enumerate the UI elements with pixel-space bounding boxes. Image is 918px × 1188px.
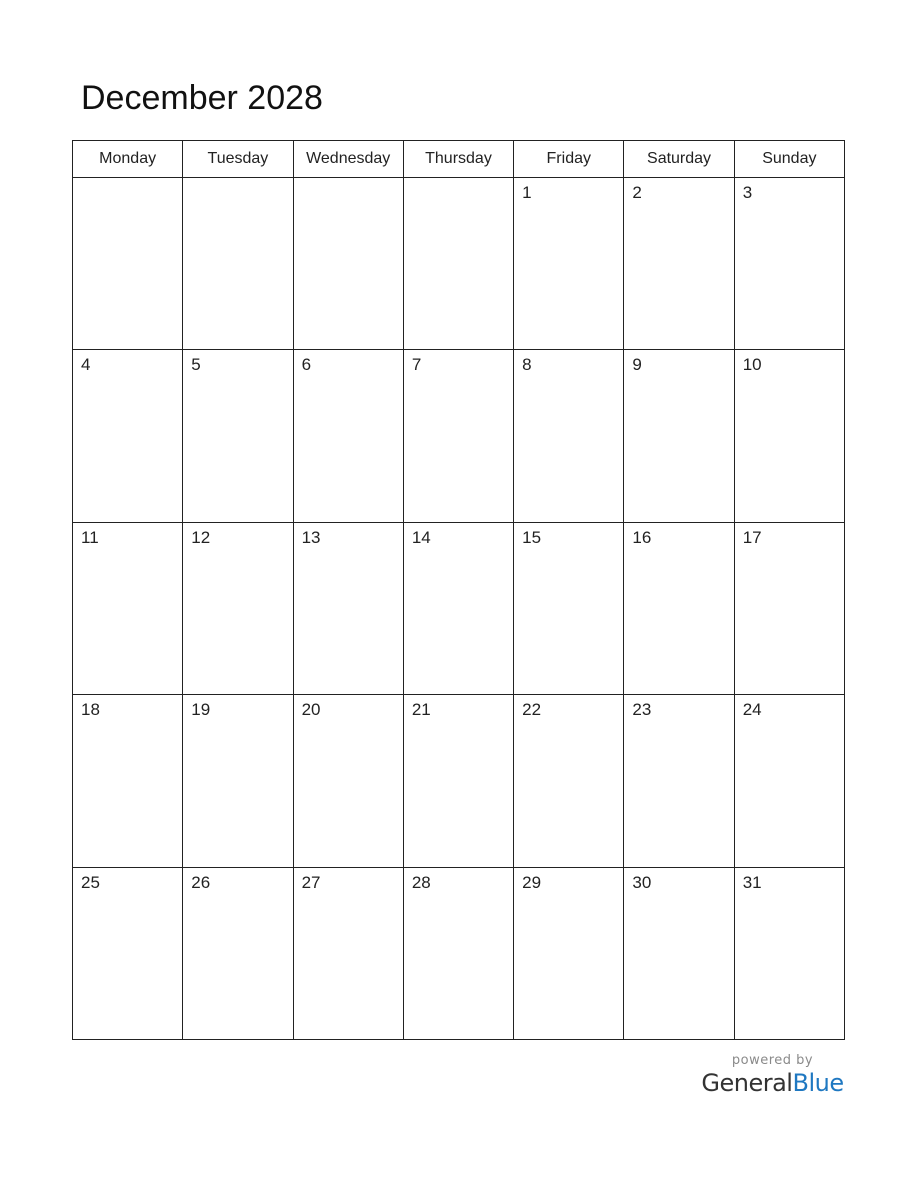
day-number: 7	[411, 355, 422, 375]
day-number: 14	[411, 527, 431, 547]
day-number: 24	[742, 700, 762, 720]
day-cell	[183, 522, 293, 694]
day-cell	[293, 867, 403, 1039]
day-number: 4	[81, 355, 91, 375]
day-number: 10	[742, 355, 762, 375]
day-number: 17	[742, 527, 762, 547]
day-number: 30	[632, 872, 652, 892]
day-number	[294, 178, 403, 183]
weekday-header: Friday	[514, 141, 624, 178]
day-number: 13	[301, 527, 321, 547]
day-cell	[734, 178, 844, 350]
day-number: 27	[301, 872, 321, 892]
day-cell	[514, 350, 624, 522]
day-number: 8	[522, 355, 532, 375]
day-number	[183, 178, 292, 183]
brand-name-part2: Blue	[792, 1069, 844, 1097]
day-number: 31	[742, 872, 762, 892]
day-number: 9	[632, 355, 642, 375]
day-cell	[734, 867, 844, 1039]
weekday-header: Sunday	[734, 141, 844, 178]
day-cell	[73, 522, 183, 694]
day-number	[73, 178, 182, 183]
weekday-header: Thursday	[403, 141, 513, 178]
week-row	[73, 867, 845, 1039]
day-number: 25	[81, 872, 100, 892]
brand-name-part1: General	[701, 1069, 793, 1097]
weekday-header: Monday	[73, 141, 183, 178]
day-cell	[514, 695, 624, 867]
day-number: 5	[191, 355, 201, 375]
footer-branding[interactable]	[700, 1053, 845, 1097]
weekday-header: Saturday	[624, 141, 734, 178]
day-cell	[624, 350, 734, 522]
weekday-header-row	[73, 141, 845, 178]
day-cell	[514, 867, 624, 1039]
day-cell	[293, 522, 403, 694]
day-cell	[73, 695, 183, 867]
week-row	[73, 350, 845, 522]
day-cell	[624, 178, 734, 350]
day-cell	[624, 522, 734, 694]
calendar-grid	[72, 140, 845, 1040]
day-number: 20	[301, 700, 321, 720]
day-cell	[403, 350, 513, 522]
day-cell	[734, 522, 844, 694]
day-number: 2	[632, 183, 642, 202]
week-row	[73, 178, 845, 350]
day-number: 16	[632, 527, 652, 547]
day-cell	[734, 695, 844, 867]
page-title: December 2028	[81, 79, 323, 117]
day-number	[404, 178, 513, 183]
day-cell	[73, 350, 183, 522]
day-cell	[73, 867, 183, 1039]
weekday-header: Tuesday	[183, 141, 293, 178]
week-row	[73, 695, 845, 867]
week-row	[73, 522, 845, 694]
day-cell	[403, 522, 513, 694]
day-number: 23	[632, 700, 652, 720]
day-number: 26	[191, 872, 211, 892]
day-cell	[183, 350, 293, 522]
day-number: 21	[411, 700, 431, 720]
weekday-header: Wednesday	[293, 141, 403, 178]
day-number: 6	[301, 355, 312, 375]
day-number: 18	[81, 700, 100, 720]
powered-by-label: powered by	[731, 1053, 814, 1068]
day-number: 22	[522, 700, 542, 720]
generalblue-logo[interactable]	[700, 1069, 845, 1097]
day-cell	[514, 522, 624, 694]
day-number: 3	[742, 183, 753, 202]
day-cell	[183, 178, 293, 350]
day-number: 28	[411, 872, 431, 892]
day-cell	[734, 350, 844, 522]
day-number: 29	[522, 872, 542, 892]
day-number: 15	[522, 527, 542, 547]
day-number: 19	[191, 700, 211, 720]
day-cell	[293, 350, 403, 522]
day-cell	[403, 695, 513, 867]
day-cell	[403, 867, 513, 1039]
day-number: 1	[522, 183, 532, 202]
day-cell	[183, 695, 293, 867]
day-cell	[514, 178, 624, 350]
day-cell	[293, 178, 403, 350]
day-cell	[403, 178, 513, 350]
day-number: 12	[191, 527, 211, 547]
day-number: 11	[81, 527, 99, 547]
day-cell	[73, 178, 183, 350]
day-cell	[624, 695, 734, 867]
day-cell	[183, 867, 293, 1039]
day-cell	[624, 867, 734, 1039]
day-cell	[293, 695, 403, 867]
